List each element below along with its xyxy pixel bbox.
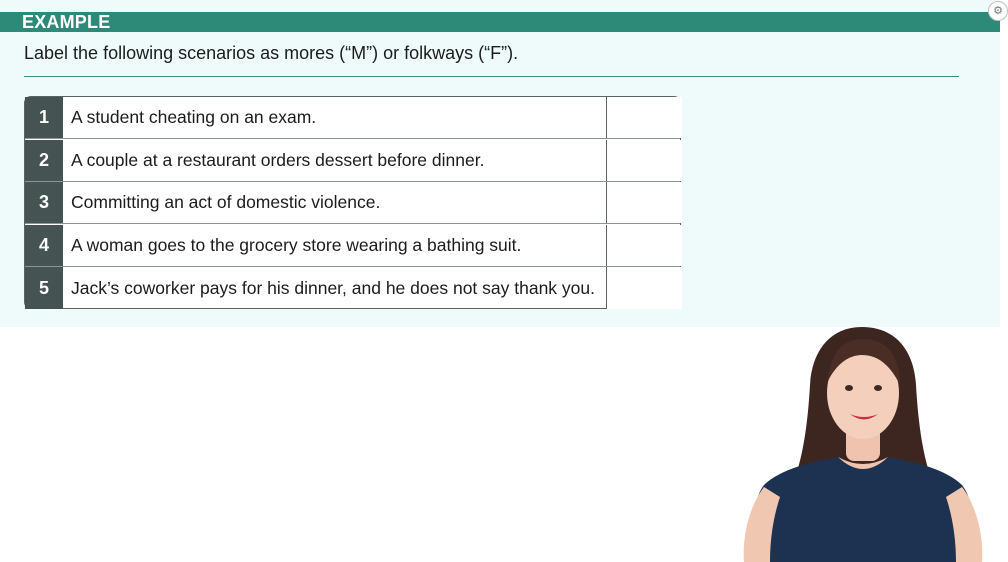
row-number: 1	[25, 97, 63, 138]
answer-cell[interactable]	[606, 97, 682, 138]
row-scenario: A woman goes to the grocery store wearing a bathing suit.	[71, 234, 522, 255]
table-row	[25, 267, 680, 309]
divider	[24, 76, 959, 77]
table-row	[25, 182, 680, 224]
settings-icon[interactable]: ⚙	[988, 1, 1008, 21]
scenario-table	[24, 96, 681, 309]
answer-cell[interactable]	[606, 182, 682, 223]
answer-cell[interactable]	[606, 267, 682, 309]
presenter-video	[740, 325, 985, 562]
table-row	[25, 97, 680, 139]
row-scenario: A student cheating on an exam.	[71, 107, 317, 127]
answer-cell[interactable]	[606, 225, 682, 266]
table-row	[25, 225, 680, 267]
answer-cell[interactable]	[606, 140, 682, 181]
row-number: 3	[25, 182, 63, 223]
row-scenario: Jack’s coworker pays for his dinner, and he does not say thank you.	[71, 277, 596, 298]
row-number: 4	[25, 225, 63, 266]
header-title: EXAMPLE	[22, 12, 111, 32]
row-scenario: A couple at a restaurant orders dessert before dinner.	[71, 149, 485, 170]
row-number: 2	[25, 140, 63, 181]
header-bar	[0, 12, 1000, 32]
row-number: 5	[25, 267, 63, 309]
table-row	[25, 140, 680, 182]
row-scenario: Committing an act of domestic violence.	[71, 192, 381, 212]
instruction-text: Label the following scenarios as mores (“M”) or folkways (“F”).	[24, 43, 519, 63]
